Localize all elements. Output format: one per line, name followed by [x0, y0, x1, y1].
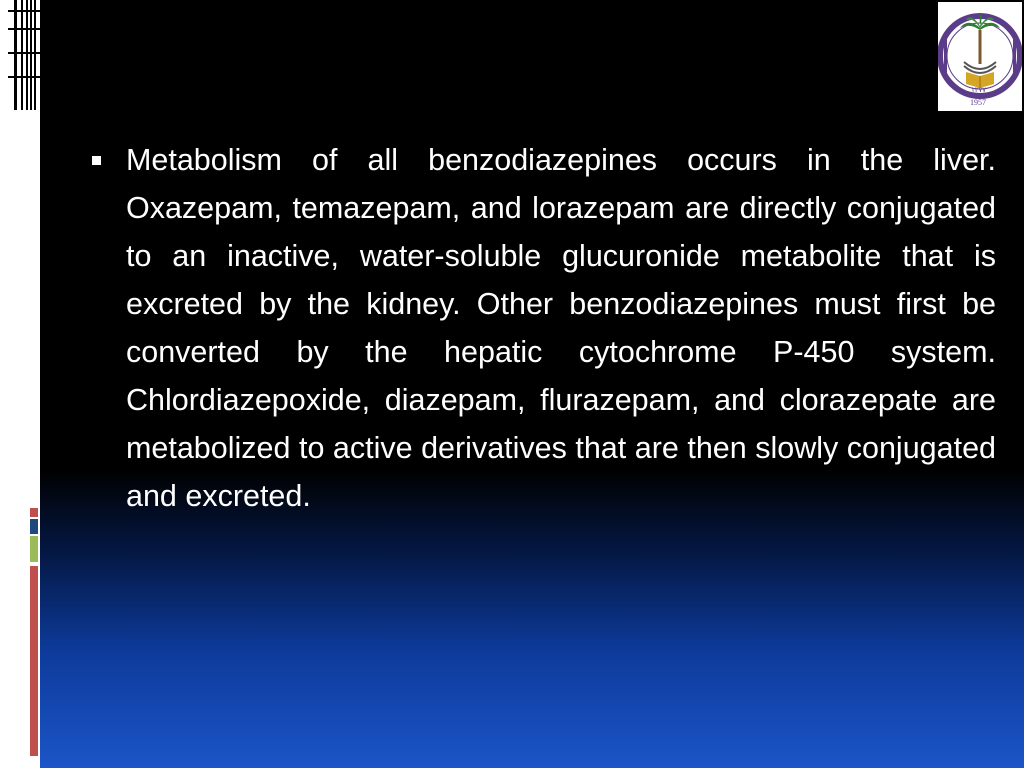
- logo-arabic-year: ١٣٧٧: [971, 86, 987, 94]
- left-panel: [0, 0, 40, 768]
- palm-and-swords-emblem-icon: [938, 2, 1022, 111]
- window-grid-icon: [8, 0, 40, 110]
- accent-bar-red-long: [30, 566, 38, 756]
- university-logo: [938, 2, 1022, 111]
- accent-bar-green: [30, 536, 38, 562]
- bullet-paragraph: Metabolism of all benzodiazepines occurs in the liver. Oxazepam, temazepam, and lorazepam are directly conjugated to an inactive, water-soluble glucuronide metabolite that is excreted by the kidney. Other benzodiazepines must first be converted by the hepatic cytochrome P-450 system. Chlordiazepoxide, diazepam, flurazepam, and clorazepate are metabolized to active derivatives that are then slowly conjugated and excreted.: [126, 143, 996, 513]
- left-decoration: [0, 0, 40, 768]
- accent-bar-blue: [30, 519, 38, 534]
- bullet-marker: [86, 136, 106, 184]
- accent-bar-red: [30, 508, 38, 517]
- logo-year: 1957: [970, 98, 986, 107]
